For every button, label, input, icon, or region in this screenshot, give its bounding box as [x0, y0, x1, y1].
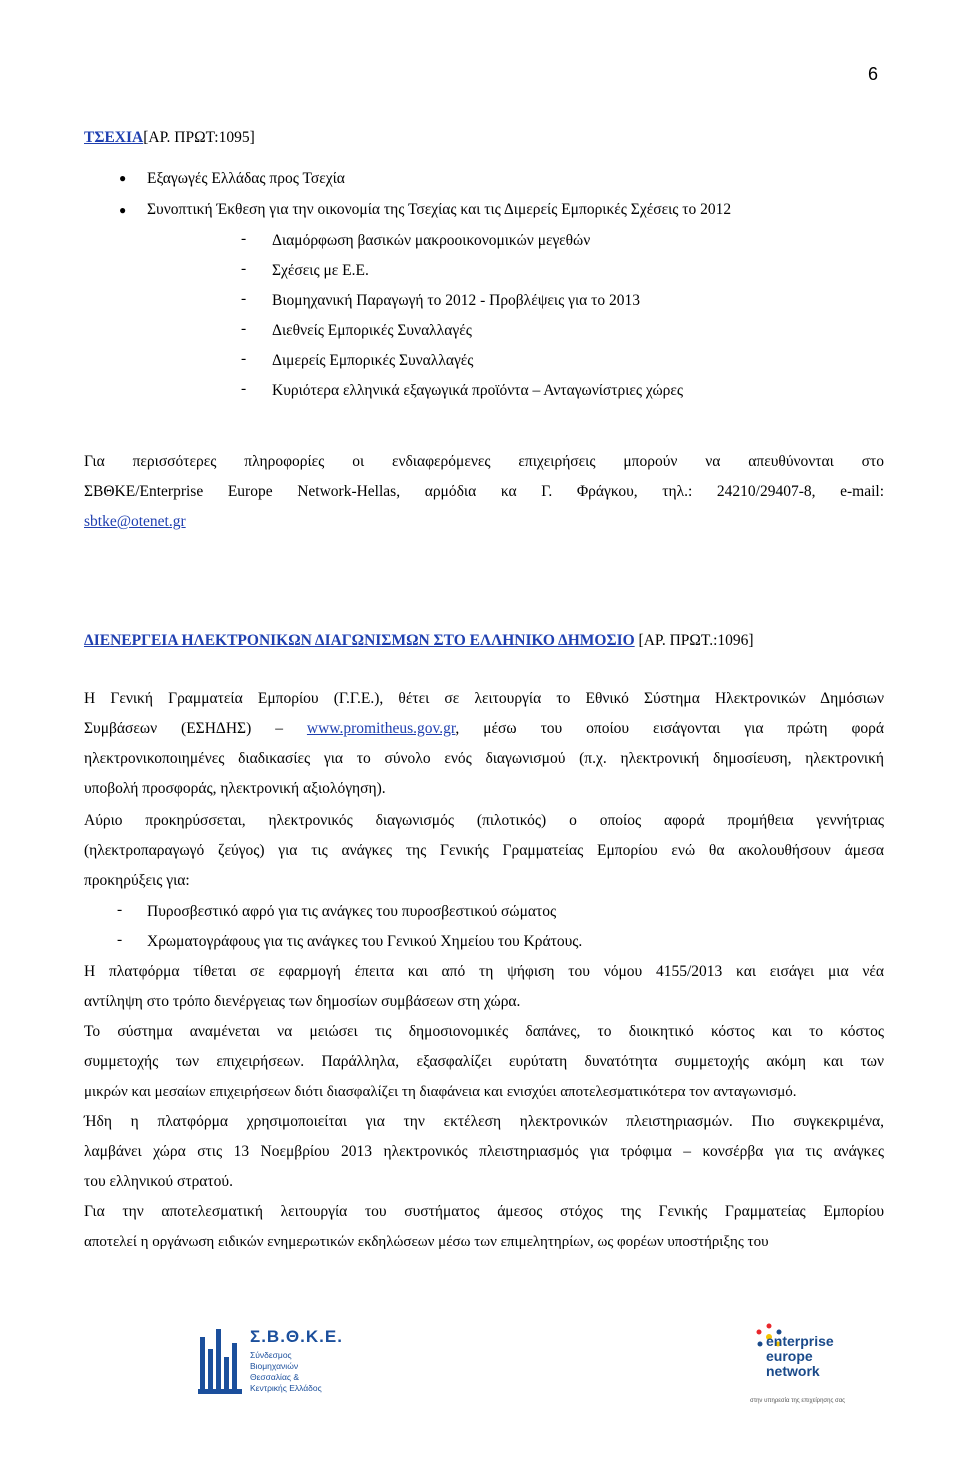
- enterprise-europe-network-logo: [750, 1320, 860, 1410]
- p4-line-2: συμμετοχής των επιχειρήσεων. Παράλληλα, εξασφαλίζει ευρύτατη δυνατότητα συμμετοχής ακόμη και των: [84, 1053, 884, 1070]
- section1-title: [84, 127, 884, 149]
- dash-mark: -: [241, 290, 247, 307]
- sub-item-2: Σχέσεις με Ε.Ε.: [272, 262, 369, 279]
- p3-line-1: Η πλατφόρμα τίθεται σε εφαρμογή έπειτα και από τη ψήφιση του νόμου 4155/2013 και εισάγει μια νέα: [84, 963, 884, 980]
- title-protocol: [ΑΡ. ΠΡΩΤ:1095]: [143, 129, 255, 146]
- p1-line-4: υποβολή προσφοράς, ηλεκτρονική αξιολόγηση).: [84, 780, 386, 797]
- dash-mark: -: [241, 380, 247, 397]
- een-tagline: στην υπηρεσία της επιχείρησης σας: [750, 1398, 846, 1404]
- bullet-dot: ●: [119, 203, 127, 217]
- p1-line-1: Η Γενική Γραμματεία Εμπορίου (Γ.Γ.Ε.), θέτει σε λειτουργία το Εθνικό Σύστημα Ηλεκτρονικών Δημόσιων: [84, 690, 884, 707]
- tender-item-1: Πυροσβεστικό αφρό για τις ανάγκες του πυροσβεστικού σώματος: [147, 903, 557, 920]
- p2-line-1: Αύριο προκηρύσσεται, ηλεκτρονικός διαγωνισμός (πιλοτικός) ο οποίος αφορά προμήθεια γεννήτριας: [84, 812, 884, 829]
- tender-item-2: Χρωματογράφους για τις ανάγκες του Γενικού Χημείου του Κράτους.: [147, 933, 583, 950]
- p1-line-2a: Συμβάσεων (ΕΣΗΔΗΣ) –: [84, 720, 283, 737]
- p5-line-3: του ελληνικού στρατού.: [84, 1173, 233, 1190]
- p6-line-2: αποτελεί η οργάνωση ειδικών ενημερωτικών εκδηλώσεων μέσω των επιμελητηρίων, ως φορέων υποστήριξης του: [84, 1234, 769, 1250]
- dash-mark: -: [241, 320, 247, 337]
- p1-line-2b: , μέσω του οποίου εισάγονται για πρώτη φορά: [455, 720, 885, 737]
- p2-line-2: (ηλεκτροπαραγωγό ζεύγος) για τις ανάγκες της Γενικής Γραμματείας Εμπορίου ενώ θα ακολουθήσουν άμεσα: [84, 842, 884, 859]
- p1-line-3: ηλεκτρονικοποιημένες διαδικασίες για το σύνολο ενός διαγωνισμού (π.χ. ηλεκτρονική δημοσίευση, ηλεκτρονική: [84, 750, 884, 767]
- title-link-tsechia[interactable]: ΤΣΕΧΙΑ: [84, 129, 144, 146]
- p6-line-1: Για την αποτελεσματική λειτουργία του συστήματος άμεσος στόχος της Γενικής Γραμματείας Εμπορίου: [84, 1203, 884, 1220]
- sub-item-5: Διμερείς Εμπορικές Συναλλαγές: [272, 352, 474, 369]
- een-line-2: europe: [766, 1348, 813, 1364]
- page-number: 6: [868, 64, 879, 84]
- sbtke-logo: [196, 1323, 343, 1405]
- p3-line-2: αντίληψη στο τρόπο διενέργειας των δημοσίων συμβάσεων στη χώρα.: [84, 993, 521, 1010]
- dash-mark: -: [117, 901, 123, 918]
- p4-line-3: μικρών και μεσαίων επιχειρήσεων διότι διασφαλίζει τη διαφάνεια και ενισχύει αποτελεσματικότερα τον ανταγωνισμό.: [84, 1084, 797, 1100]
- bullet-dot: ●: [119, 171, 127, 185]
- sbtke-sub-1: Σύνδεσμος Βιομηχανιών: [250, 1350, 299, 1371]
- sub-item-1: Διαμόρφωση βασικών μακροοικονομικών μεγεθών: [272, 232, 591, 249]
- section2-title: [84, 630, 884, 652]
- email-link[interactable]: sbtke@otenet.gr: [84, 513, 186, 530]
- bullet-item-2: Συνοπτική Έκθεση για την οικονομία της Τσεχίας και τις Διμερείς Εμπορικές Σχέσεις το 2012: [147, 201, 732, 218]
- dash-mark: -: [241, 230, 247, 247]
- sbtke-title: Σ.Β.Θ.Κ.Ε.: [250, 1327, 343, 1346]
- p5-line-2: λαμβάνει χώρα στις 13 Νοεμβρίου 2013 ηλεκτρονικός πλειστηριασμός για τρόφιμα – κονσέρβα για τις ανάγκες: [84, 1143, 884, 1160]
- een-line-1: enterprise: [766, 1333, 834, 1349]
- sub-item-4: Διεθνείς Εμπορικές Συναλλαγές: [272, 322, 472, 339]
- info-line-1: Για περισσότερες πληροφορίες οι ενδιαφερόμενες επιχειρήσεις μπορούν να απευθύνονται στο: [84, 453, 884, 470]
- sbtke-sub-2: Θεσσαλίας &: [250, 1372, 299, 1382]
- p4-line-1: Το σύστημα αναμένεται να μειώσει τις δημοσιονομικές δαπάνες, το διοικητικό κόστος και το κόστος: [84, 1023, 884, 1040]
- sbtke-sub-3: Κεντρικής Ελλάδος: [250, 1383, 322, 1393]
- p5-line-1: Ήδη η πλατφόρμα χρησιμοποιείται για την εκτέλεση ηλεκτρονικών πλειστηριασμών. Πιο συγκεκριμένα,: [84, 1113, 884, 1130]
- title-link-e-procurement[interactable]: ΔΙΕΝΕΡΓΕΙΑ ΗΛΕΚΤΡΟΝΙΚΩΝ ΔΙΑΓΩΝΙΣΜΩΝ ΣΤΟ ΕΛΛΗΝΙΚΟ ΔΗΜΟΣΙΟ: [84, 632, 635, 649]
- p2-line-3: προκηρύξεις για:: [84, 872, 190, 889]
- dash-mark: -: [241, 350, 247, 367]
- bullet-item-1: Εξαγωγές Ελλάδας προς Τσεχία: [147, 170, 345, 187]
- sub-item-3: Βιομηχανική Παραγωγή το 2012 - Προβλέψεις για το 2013: [272, 292, 640, 309]
- een-line-3: network: [766, 1363, 820, 1379]
- promitheus-link[interactable]: www.promitheus.gov.gr: [306, 720, 456, 737]
- title-protocol-2: [ΑΡ. ΠΡΩΤ.:1096]: [634, 632, 754, 649]
- sub-item-6: Κυριότερα ελληνικά εξαγωγικά προϊόντα – Ανταγωνίστριες χώρες: [272, 382, 684, 399]
- dash-mark: -: [117, 931, 123, 948]
- dash-mark: -: [241, 260, 247, 277]
- email-line: [84, 511, 884, 533]
- info-line-2: ΣΒΘΚΕ/Enterprise Europe Network-Hellas, αρμόδια κα Γ. Φράγκου, τηλ.: 24210/29407-8, e-mail:: [84, 483, 884, 500]
- p1-line-2: [84, 718, 884, 740]
- factory-icon: [196, 1327, 246, 1397]
